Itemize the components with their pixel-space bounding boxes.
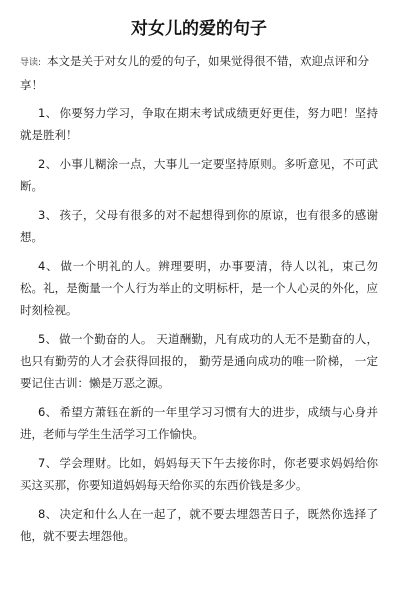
intro-paragraph — [20, 50, 378, 96]
list-item — [20, 328, 378, 394]
item-text: 小事儿糊涂一点，大事儿一定要坚持原则。多听意见，不可武断。 — [20, 157, 378, 193]
item-text: 决定和什么人在一起了，就不要去埋怨苦日子，既然你选择了他，就不要去埋怨他。 — [20, 507, 378, 543]
item-text: 学会理财。比如，妈妈每天下午去接你时，你老要求妈妈给你买这买那，你要知道妈妈每天给你买的东西价钱是多少。 — [20, 456, 378, 492]
item-number: 1、 — [38, 106, 58, 120]
list-item — [20, 153, 378, 197]
item-text: 希望方萧钰在新的一年里学习习惯有大的进步，成绩与心身并进，老师与学生生活学习工作愉快。 — [20, 405, 378, 441]
list-item — [20, 452, 378, 496]
page-title: 对女儿的爱的句子 — [131, 19, 267, 39]
item-number: 5、 — [38, 332, 58, 346]
list-item — [20, 102, 378, 146]
item-number: 6、 — [38, 405, 58, 419]
list-item — [20, 204, 378, 248]
item-text: 做一个明礼的人。辨理要明，办事要清，待人以礼，束己勿松。礼，是衡量一个人行为举止的文明标杆，是一个人心灵的外化，应时刻检视。 — [20, 259, 378, 317]
list-item — [20, 503, 378, 547]
item-number: 4、 — [38, 259, 59, 273]
item-number: 3、 — [38, 208, 58, 222]
intro-text: 本文是关于对女儿的爱的句子，如果觉得很不错，欢迎点评和分享！ — [20, 54, 370, 92]
item-text: 孩子，父母有很多的对不起想得到你的原谅，也有很多的感谢想。 — [20, 208, 378, 244]
item-number: 8、 — [38, 507, 58, 521]
item-text: 你要努力学习，争取在期末考试成绩更好更佳，努力吧！坚持就是胜利！ — [20, 106, 378, 142]
intro-label: 导读: — [20, 58, 42, 68]
item-number: 7、 — [38, 456, 58, 470]
item-text: 做一个勤奋的人。 天道酬勤，凡有成功的人无不是勤奋的人，也只有勤劳的人才会获得回报的， 勤劳是通向成功的唯一阶梯， 一定要记住古训：懒是万恶之源。 — [20, 332, 378, 390]
item-number: 2、 — [38, 157, 58, 171]
list-item — [20, 401, 378, 445]
list-item — [20, 255, 378, 321]
